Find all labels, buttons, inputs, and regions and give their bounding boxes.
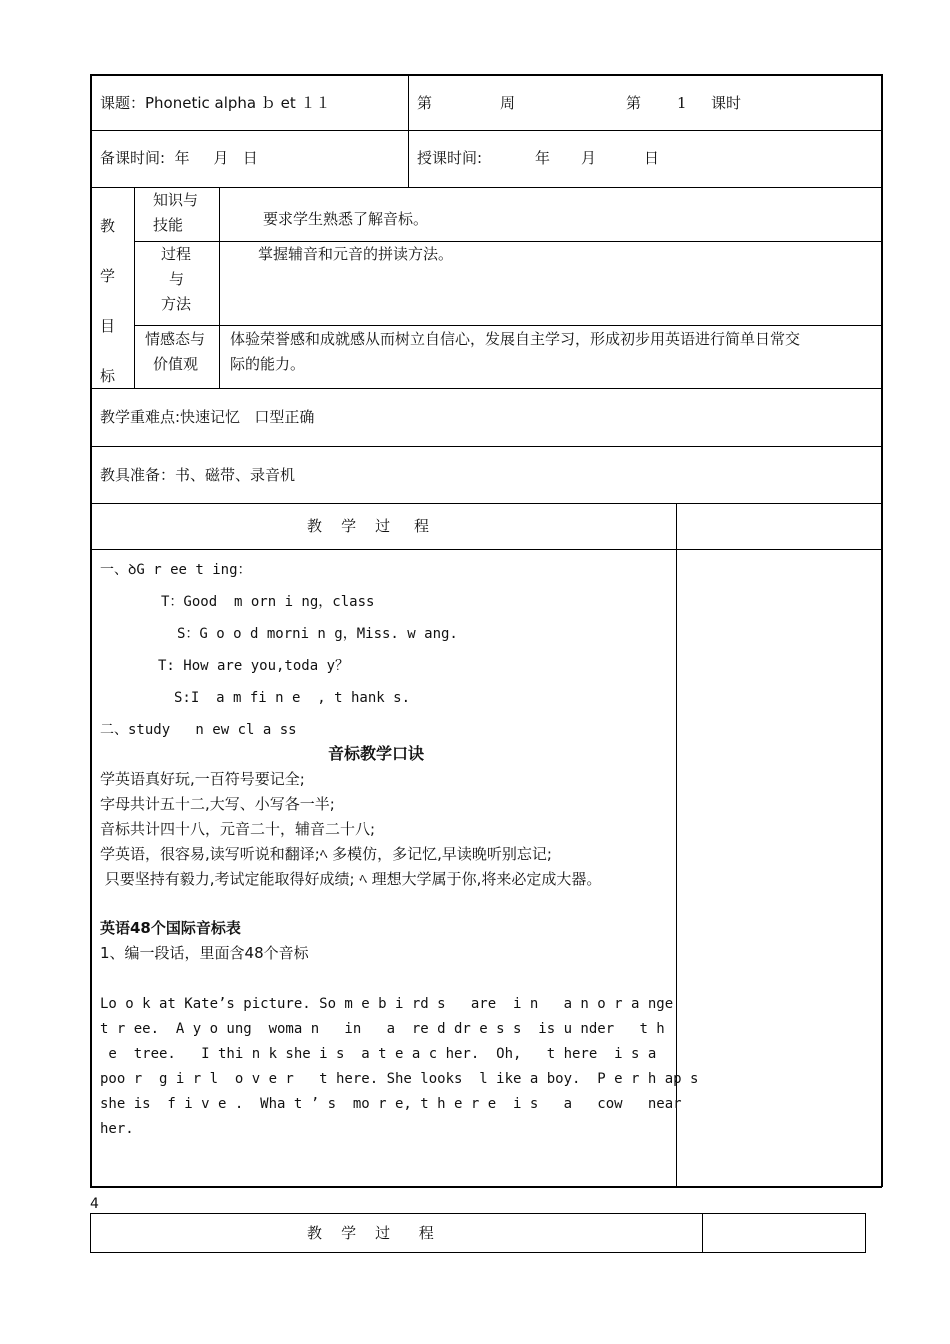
teach-month: 月 [581,149,597,167]
dialogue-line: S:I a m fi n e , t hank s. [174,690,411,706]
rhyme-line: 字母共计五十二,大写、小写各一半; [100,795,335,813]
row-divider [90,446,882,447]
dialogue-line: T：Good m orn i ng，class [161,594,375,610]
table-border-top [90,74,882,76]
passage-line: t r ee. A y o ung woma n in a re d dr e s s is u nder t h [100,1021,665,1037]
teach-year: 年 [535,149,551,167]
rhyme-line: 只要坚持有毅力,考试定能取得好成绩; ﾍ 理想大学属于你,将来必定成大器。 [100,870,602,888]
passage-line: e tree. I thi n k she i s a t e a c her. Oh, t here i s a [100,1046,657,1062]
objective-label-process: 方法 [161,295,192,313]
greeting-title: 一、ꝺG r ee t ing： [100,562,252,578]
key-points: 教学重难点:快速记忆 口型正确 [100,408,315,426]
objectives-side-label: 目 [100,317,116,335]
objective-content-emotion: 际的能力。 [230,355,306,373]
rhyme-title: 音标教学口诀 [328,744,425,763]
objective-label-knowledge: 技能 [153,216,184,234]
row-divider [134,241,882,242]
table2-border-top [90,1213,866,1214]
row-divider [90,187,882,188]
phonetic-table-subtitle: 1、编一段话，里面含48个音标 [100,944,309,962]
dialogue-line: T: How are you,toda y？ [158,658,350,674]
page-marker: 4 [90,1196,99,1212]
table2-col-divider [702,1213,703,1253]
objective-label-knowledge: 知识与 [153,191,199,209]
objectives-side-label: 标 [100,367,116,385]
objectives-side-label: 学 [100,267,116,285]
passage-line: poo r g i r l o v e r t here. She looks l ike a boy. P e r h ap s [100,1071,699,1087]
objective-label-process: 与 [169,270,185,288]
objective-content-emotion: 体验荣誉感和成就感从而树立自信心，发展自主学习，形成初步用英语进行简单日常交 [230,330,801,348]
rhyme-line: 音标共计四十八，元音二十，辅音二十八; [100,820,376,838]
row-divider [90,388,882,389]
passage-line: Lo o k at Kate’s picture. So m e b i rd s are i n a n o r a nge [100,996,674,1012]
lesson-unit: 课时 [711,94,742,112]
week-unit: 周 [500,94,516,112]
rhyme-line: 学英语，很容易,读写听说和翻译;ﾍ 多模仿，多记忆,早读晚听别忘记; [100,845,552,863]
lesson-label: 第 [626,94,642,112]
table-border-left [90,74,92,1187]
objective-label-emotion: 情感态与 [145,330,206,348]
objective-content-process: 掌握辅音和元音的拼读方法。 [258,245,454,263]
table-border-bottom [90,1186,882,1188]
process-header: 教 学 过 程 [307,517,429,535]
dialogue-line: S：G o o d morni n g，Miss. w ang. [177,626,458,642]
row-divider [134,325,882,326]
objectives-side-label: 教 [100,217,116,235]
col-divider [219,187,220,388]
table2-border-right [865,1213,866,1253]
lesson-number: 1 [677,94,687,112]
passage-line: her. [100,1121,134,1137]
phonetic-table-title: 英语48个国际音标表 [100,919,241,937]
col-divider [134,187,135,388]
table2-border-bottom [90,1252,866,1253]
table2-border-left [90,1213,91,1253]
prep-time: 备课时间: 年 月 日 [100,149,258,167]
teach-day: 日 [644,149,660,167]
passage-line: she is f i v e . Wha t ’ s mo r e, t h e r e i s a cow near [100,1096,682,1112]
row-divider [90,130,882,131]
row-divider [90,503,882,504]
week-label: 第 [417,94,433,112]
table-border-right [881,74,883,1187]
topic-label: 课题：Phonetic alpha ｂ et １１ [100,94,331,112]
row-divider [90,549,882,550]
teach-time-label: 授课时间: [417,149,483,167]
equipment: 教具准备：书、磁带、录音机 [100,466,296,484]
objective-content-knowledge: 要求学生熟悉了解音标。 [263,210,429,228]
objective-label-emotion: 价值观 [153,355,199,373]
study-title: 二、study n ew cl a ss [100,722,297,738]
next-page-process-header: 教 学 过 程 [307,1224,434,1242]
col-divider [408,74,409,187]
rhyme-line: 学英语真好玩,一百符号要记全; [100,770,305,788]
objective-label-process: 过程 [161,245,192,263]
